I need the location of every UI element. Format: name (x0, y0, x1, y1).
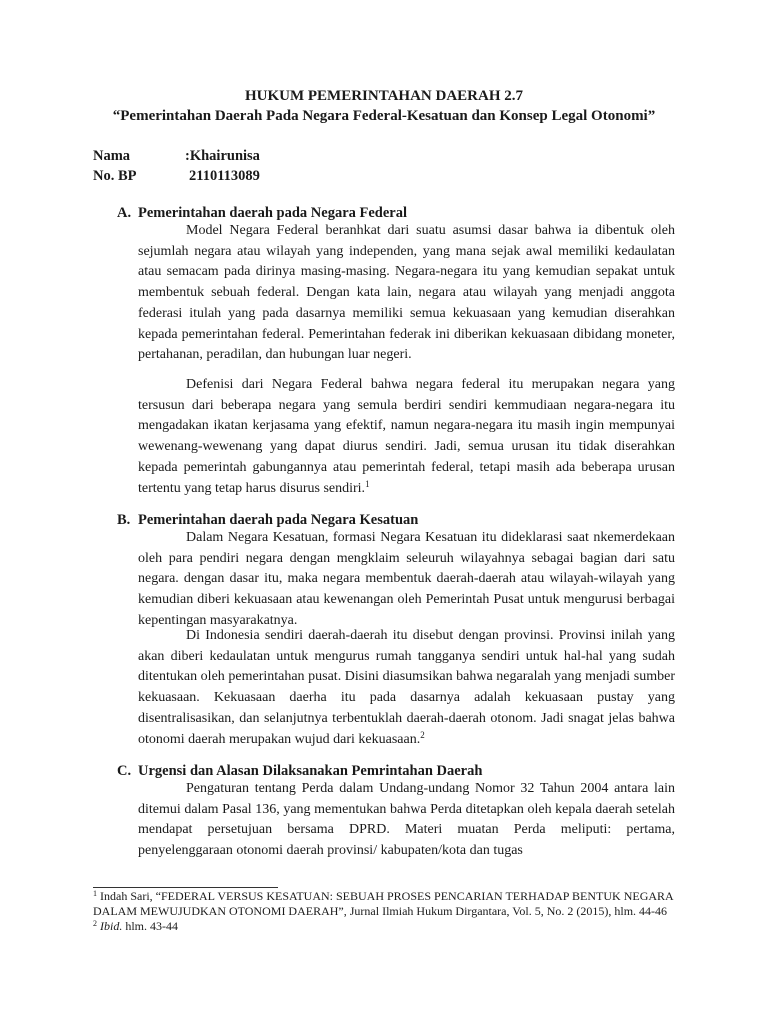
section-c-letter: C. (117, 763, 132, 779)
name-value: :Khairunisa (185, 148, 260, 164)
footnote-2-ibid: Ibid. (100, 919, 123, 933)
footnote-2 (93, 919, 683, 934)
section-b-letter: B. (117, 512, 131, 528)
section-c-title: Urgensi dan Alasan Dilaksanakan Pemrintahan Daerah (138, 763, 483, 779)
bp-value: 2110113089 (189, 168, 260, 184)
meta-bp-row (93, 166, 260, 186)
document-subtitle: “Pemerintahan Daerah Pada Negara Federal-Kesatuan dan Konsep Legal Otonomi” (112, 108, 656, 124)
footnotes (93, 889, 683, 934)
section-a-title: Pemerintahan daerah pada Negara Federal (138, 205, 408, 221)
footnote-1 (93, 889, 683, 919)
section-b-paragraph-1: Dalam Negara Kesatuan, formasi Negara Kesatuan itu dideklarasi saat nkemerdekaan oleh para pendiri negara dengan mengklaim seleuruh wilayahnya sebagai bagian dari satu negara. dengan dasar itu, maka negara membentuk daerah-daerah atau wilayah-wilayah yang kemudian diberi kekuasaan atau kewenangan oleh Pemerintah Pusat untuk mengurusi berbagai kepentingan masyarakatnya. (138, 530, 675, 628)
footnote-ref-2: 2 (420, 729, 425, 740)
footnote-divider (93, 887, 278, 888)
section-a-letter: A. (117, 205, 132, 221)
section-b-title: Pemerintahan daerah pada Negara Kesatuan (138, 512, 419, 528)
section-a-heading (117, 203, 407, 223)
footnote-2-number: 2 (93, 919, 97, 928)
section-a-paragraph-2: Defenisi dari Negara Federal bahwa negara federal itu merupakan negara yang tersusun dari beberapa negara yang semula berdiri sendiri kemmudiaan negara-negara itu mengadakan ikatan kerjasama yang efektif, namun negara-negara itu masih ingin mempunyai wewenang-wewenang yang dapat diurus sendiri. Jadi, semua urusan itu tidak diserahkan kepada pemerintah gabungannya atau pemerintah federal, tetapi masih ada beberapa urusan tertentu yang tetap harus disurus sendiri.$^1$ (138, 377, 675, 496)
section-b-paragraph-2: Di Indonesia sendiri daerah-daerah itu disebut dengan provinsi. Provinsi inilah yang akan diberi kedaulatan untuk mengurus rumah tangganya sendiri untuk hal-hal yang sudah ditentukan oleh pemerintahan pusat. Disini diasumsikan bahwa negaralah yang menjadi sumber kekuasaan. Kekuasaan daerha itu pada dasarnya adalah kekuasaan pustay yang disentralisasikan, dan selanjutnya terbentuklah daerah-daerah otonom. Jadi snagat jelas bahwa otonomi daerah merupakan wujud dari kekuasaan.$^2$ (138, 628, 675, 747)
meta-name-row (93, 146, 260, 166)
section-c-paragraph-1: Pengaturan tentang Perda dalam Undang-undang Nomor 32 Tahun 2004 antara lain ditemui dalam Pasal 136, yang mementukan bahwa Perda ditetapkan oleh kepala daerah setelah mendapat persetujuan bersama DPRD. Materi muatan Perda meliputi: pertama, penyelenggaraan otonomi daerah provinsi/ kabupaten/kota dan tugas (138, 781, 675, 859)
footnote-1-text: Indah Sari, “FEDERAL VERSUS KESATUAN: SEBUAH PROSES PENCARIAN TERHADAP BENTUK NEGARA DALAM MEWUJUDKAN OTONOMI DAERAH”, Jurnal Ilmiah Hukum Dirgantara, Vol. 5, No. 2 (2015), hlm. 44-46 (93, 889, 674, 918)
footnote-2-text: hlm. 43-44 (125, 919, 179, 933)
footnote-ref-1: 1 (365, 478, 370, 489)
document-title: HUKUM PEMERINTAHAN DAERAH 2.7 (244, 88, 524, 104)
section-c-heading (117, 761, 482, 781)
section-a-paragraph-1: Model Negara Federal beranhkat dari suatu asumsi dasar bahwa ia dibentuk oleh sejumlah negara atau wilayah yang independen, yang mana sejak awal memiliki kedaulatan atau semacam pada dirinya masing-masing. Negara-negara itu yang kemudian sepakat untuk membentuk sebuah federal. Dengan kata lain, negara atau wilayah yang menjadi anggota federasi itulah yang pada dasarnya memiliki semua kekuasaan yang kemudian diserahkan kepada pemerintahan federal. Pemerintahan federak ini diberikan kekuasaan dibidang moneter, pertahanan, peradilan, dan hubungan luar negeri. (138, 223, 675, 363)
footnote-1-number: 1 (93, 889, 97, 898)
bp-label: No. BP (93, 168, 137, 184)
name-label: Nama (93, 148, 131, 164)
section-b-heading (117, 510, 418, 530)
